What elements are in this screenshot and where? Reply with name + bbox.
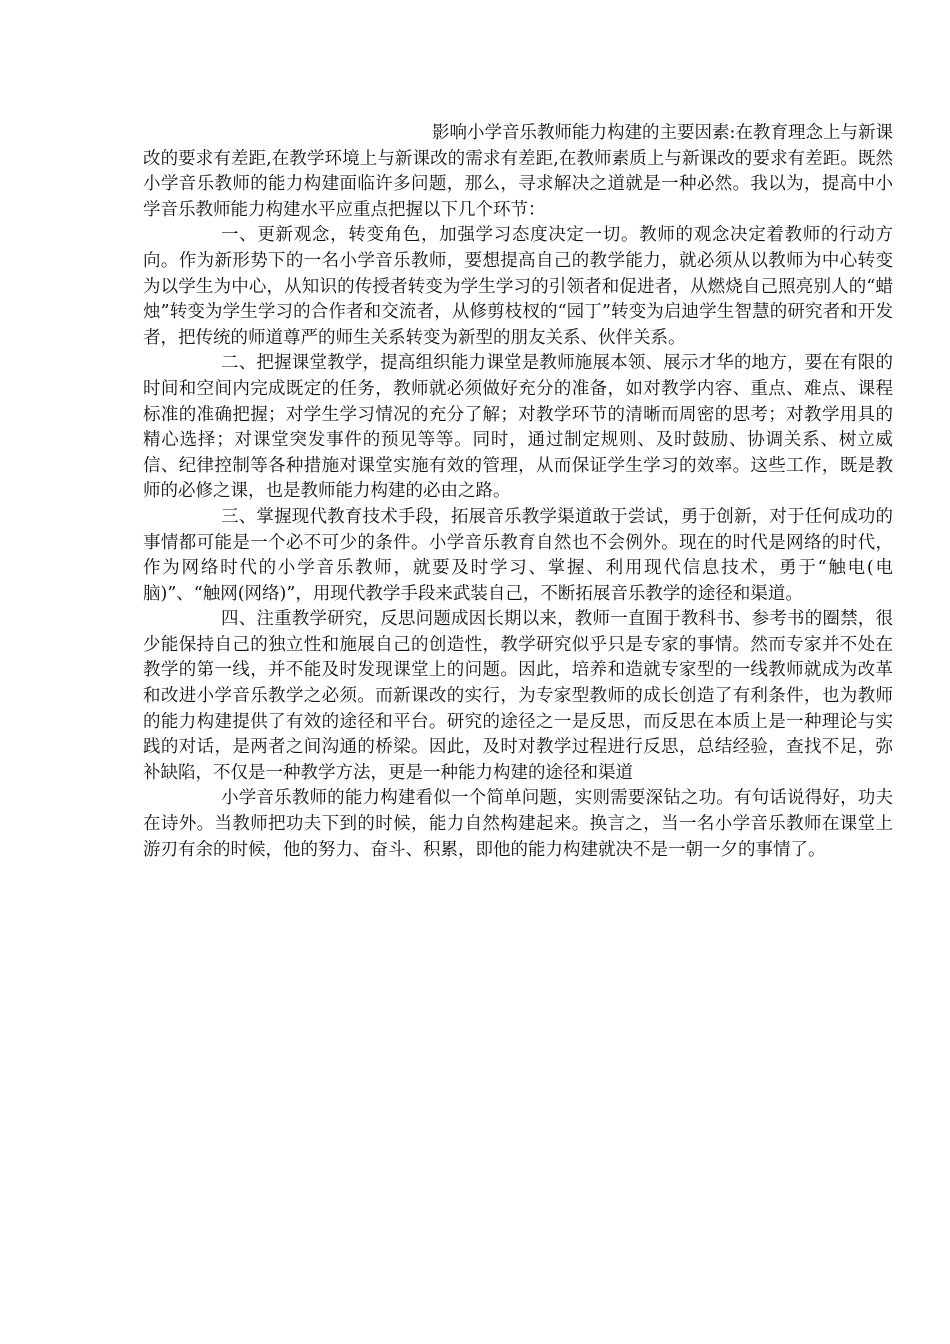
paragraph-section-4: 四、注重教学研究，反思问题成因长期以来，教师一直囿于教科书、参考书的圈禁，很少能保持自己的独立性和施展自己的创造性，教学研究似乎只是专家的事情。然而专家并不处在教学的第一线，并不能及时发现课堂上的问题。因此，培养和造就专家型的一线教师就成为改革和改进小学音乐教学之必须。而新课改的实行，为专家型教师的成长创造了有利条件，也为教师的能力构建提供了有效的途径和平台。研究的途径之一是反思，而反思在本质上是一种理论与实践的对话，是两者之间沟通的桥梁。因此，及时对教学过程进行反思，总结经验，查找不足，弥补缺陷，不仅是一种教学方法，更是一种能力构建的途径和渠道 [143,609,893,783]
paragraph-conclusion: 小学音乐教师的能力构建看似一个简单问题，实则需要深钻之功。有句话说得好，功夫在诗外。当教师把功夫下到的时候，能力自然构建起来。换言之，当一名小学音乐教师在课堂上游刃有余的时候，他的努力、奋斗、积累，即他的能力构建就决不是一朝一夕的事情了。 [143,788,893,860]
paragraph-intro: 影响小学音乐教师能力构建的主要因素:在教育理念上与新课改的要求有差距,在教学环境上与新课改的需求有差距,在教师素质上与新课改的要求有差距。既然小学音乐教师的能力构建面临许多问题，那么，寻求解决之道就是一种必然。我以为，提高中小学音乐教师能力构建水平应重点把握以下几个环节： [143,123,893,220]
paragraph-section-2: 二、把握课堂教学，提高组织能力课堂是教师施展本领、展示才华的地方，要在有限的时间和空间内完成既定的任务，教师就必须做好充分的准备，如对教学内容、重点、难点、课程标准的准确把握；对学生学习情况的充分了解；对教学环节的清晰而周密的思考；对教学用具的精心选择；对课堂突发事件的预见等等。同时，通过制定规则、及时鼓励、协调关系、树立威信、纪律控制等各种措施对课堂实施有效的管理，从而保证学生学习的效率。这些工作，既是教师的必修之课，也是教师能力构建的必由之路。 [143,353,893,502]
document-body [143,121,893,863]
paragraph-section-3: 三、掌握现代教育技术手段，拓展音乐教学渠道敢于尝试，勇于创新，对于任何成功的事情都可能是一个必不可少的条件。小学音乐教育自然也不会例外。现在的时代是网络的时代，作为网络时代的小学音乐教师，就要及时学习、掌握、利用现代信息技术，勇于“触电(电脑)”、“触网(网络)”，用现代教学手段来武装自己，不断拓展音乐教学的途径和渠道。 [143,506,893,604]
paragraph-section-1: 一、更新观念，转变角色，加强学习态度决定一切。教师的观念决定着教师的行动方向。作为新形势下的一名小学音乐教师，要想提高自己的教学能力，就必须从以教师为中心转变为以学生为中心，从知识的传授者转变为学生学习的引领者和促进者，从燃烧自己照亮别人的“蜡烛”转变为学生学习的合作者和交流者，从修剪枝杈的“园丁”转变为启迪学生智慧的研究者和开发者，把传统的师道尊严的师生关系转变为新型的朋友关系、伙伴关系。 [143,225,893,348]
